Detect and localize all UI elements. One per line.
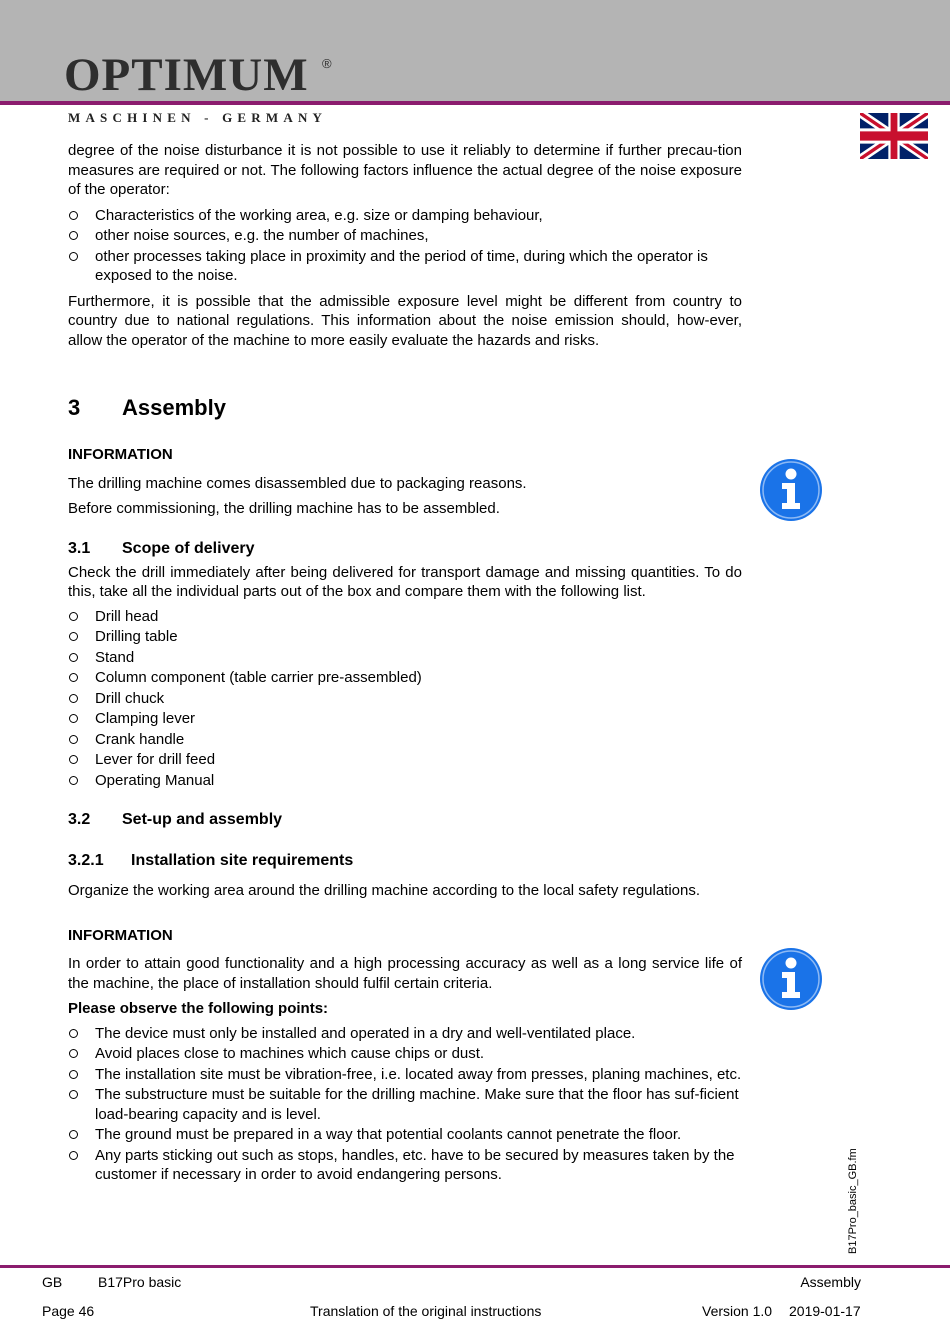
- intro-paragraph: degree of the noise disturbance it is not possible to use it reliably to determine if further precau-tion measures are required or not. The following factors influence the actual degree of the noise exposure of the operator:: [68, 142, 742, 198]
- list-item: The substructure must be suitable for the drilling machine. Make sure that the floor has suf-ficient load-bearing capacity and is level.: [68, 1085, 742, 1124]
- heading-title: Installation site requirements: [131, 852, 354, 869]
- info-icon: [760, 459, 822, 521]
- footer-version: Version 1.0: [702, 1303, 773, 1319]
- heading-title: Set-up and assembly: [122, 811, 283, 828]
- section-heading-3-2-1: [68, 851, 742, 871]
- heading-number: 3.1: [68, 539, 91, 557]
- heading-number: 3.2: [68, 811, 91, 828]
- installation-text: Organize the working area around the drilling machine according to the local safety regulations.: [68, 882, 701, 899]
- footer-page-number: Page 46: [42, 1303, 95, 1319]
- list-item: Avoid places close to machines which cause chips or dust.: [68, 1044, 742, 1064]
- info-line: Before commissioning, the drilling machine has to be assembled.: [68, 500, 500, 517]
- footer-date: 2019-01-17: [789, 1303, 861, 1319]
- list-item: Drill chuck: [68, 689, 742, 709]
- section-heading-3: [68, 395, 742, 421]
- info-text: In order to attain good functionality and a high processing accuracy as well as a long service life of the machine, the place of installation should fulfil certain criteria.: [68, 955, 742, 992]
- list-item: Drill head: [68, 607, 742, 627]
- list-item: Crank handle: [68, 730, 742, 750]
- heading-title: Assembly: [122, 395, 226, 420]
- section-heading-3-1: [68, 539, 742, 559]
- side-file-label-text: B17Pro_basic_GB.fm: [847, 1148, 859, 1254]
- installation-points-list: [68, 1024, 742, 1185]
- footer-section: Assembly: [800, 1274, 861, 1290]
- footer-translation-note: Translation of the original instructions: [310, 1303, 542, 1319]
- footer-model: B17Pro basic: [98, 1274, 182, 1290]
- list-item: The device must only be installed and operated in a dry and well-ventilated place.: [68, 1024, 742, 1044]
- list-item: The installation site must be vibration-free, i.e. located away from presses, planing machines, etc.: [68, 1065, 742, 1085]
- delivery-check-text: Check the drill immediately after being delivered for transport damage and missing quantities. To do this, take all the individual parts out of the box and compare them with the following list.: [68, 563, 742, 600]
- list-item: Clamping lever: [68, 709, 742, 729]
- list-item: Operating Manual: [68, 771, 742, 791]
- heading-title: Scope of delivery: [122, 539, 255, 557]
- footer-divider: [0, 1265, 950, 1268]
- heading-number: 3.2.1: [68, 852, 104, 869]
- list-item: Characteristics of the working area, e.g. size or damping behaviour,: [68, 206, 742, 226]
- list-item: Stand: [68, 648, 742, 668]
- list-item: other noise sources, e.g. the number of machines,: [68, 226, 742, 246]
- registered-mark: ®: [322, 56, 332, 71]
- footer-language: GB: [42, 1274, 63, 1290]
- list-item: Any parts sticking out such as stops, handles, etc. have to be secured by measures taken by the customer if necessary in order to avoid endangering persons.: [68, 1146, 742, 1185]
- section-heading-3-2: [68, 810, 742, 830]
- list-item: Drilling table: [68, 627, 742, 647]
- noise-factors-list: [68, 206, 742, 286]
- list-item: Column component (table carrier pre-assembled): [68, 668, 742, 688]
- info-line: The drilling machine comes disassembled due to packaging reasons.: [68, 474, 527, 492]
- optimum-logo: OPTIMUM: [64, 49, 309, 101]
- list-item: Lever for drill feed: [68, 750, 742, 770]
- header-divider: [0, 101, 950, 105]
- list-item: other processes taking place in proximity and the period of time, during which the operator is exposed to the noise.: [68, 247, 742, 286]
- info-label: INFORMATION: [68, 926, 173, 944]
- info-icon: [760, 948, 822, 1010]
- uk-flag-icon: [860, 113, 928, 159]
- list-item: The ground must be prepared in a way that potential coolants cannot penetrate the floor.: [68, 1125, 742, 1145]
- points-label: Please observe the following points:: [68, 1000, 329, 1017]
- intro-paragraph-2: Furthermore, it is possible that the admissible exposure level might be different from country to country due to national regulations. This information about the noise emission should, how-ever, allow the operator of the machine to more easily evaluate the hazards and risks.: [68, 292, 742, 349]
- delivery-list: [68, 607, 742, 791]
- info-label: INFORMATION: [68, 446, 173, 463]
- side-file-label: [845, 1147, 859, 1254]
- page-content: [68, 141, 742, 1185]
- heading-number: 3: [68, 395, 81, 420]
- logo-tagline: MASCHINEN - GERMANY: [68, 110, 328, 125]
